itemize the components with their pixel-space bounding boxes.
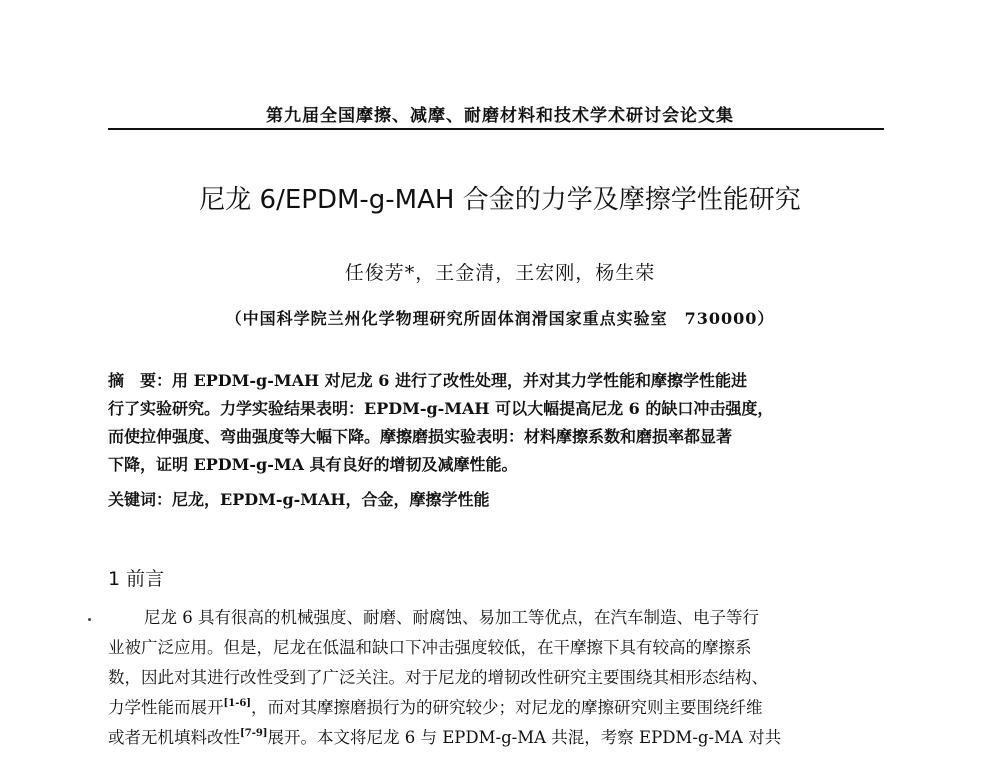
margin-mark: [88, 618, 91, 621]
author-list: 任俊芳*，王金清，王宏刚，杨生荣: [344, 262, 656, 284]
abstract-line: 摘 要：用 EPDM-g-MAH 对尼龙 6 进行了改性处理，并对其力学性能和摩擦学性能进: [108, 371, 747, 390]
body-text-span: 或者无机填料改性: [108, 728, 240, 747]
abstract-line: 行了实验研究。力学实验结果表明：EPDM-g-MAH 可以大幅提高尼龙 6 的缺口冲击强度，: [108, 399, 774, 418]
body-text-span: 力学性能而展开: [108, 698, 224, 717]
body-line: 数，因此对其进行改性受到了广泛关注。对于尼龙的增韧改性研究主要围绕其相形态结构、: [108, 668, 768, 687]
body-text: [108, 603, 884, 753]
body-line: [108, 693, 884, 723]
abstract: [108, 367, 884, 479]
body-line: 业被广泛应用。但是，尼龙在低温和缺口下冲击强度较低，在干摩擦下具有较高的摩擦系: [108, 638, 752, 657]
citation-ref: [7-9]: [240, 728, 268, 739]
body-line: [108, 723, 884, 753]
author-affiliation: （中国科学院兰州化学物理研究所固体润滑国家重点实验室 730000）: [225, 309, 775, 328]
citation-ref: [1-6]: [223, 698, 252, 709]
running-head: 第九届全国摩擦、减摩、耐磨材料和技术学术研讨会论文集: [266, 106, 734, 126]
section-heading-introduction: 1 前言: [108, 568, 165, 590]
abstract-line: 下降，证明 EPDM-g-MA 具有良好的增韧及减摩性能。: [108, 455, 518, 474]
header-rule: [108, 128, 884, 130]
body-text-span: ，而对其摩擦磨损行为的研究较少；对尼龙的摩擦研究则主要围绕纤维: [251, 698, 763, 717]
body-line: 尼龙 6 具有很高的机械强度、耐磨、耐腐蚀、易加工等优点，在汽车制造、电子等行: [144, 608, 759, 627]
paper-title: 尼龙 6/EPDM-g-MAH 合金的力学及摩擦学性能研究: [199, 185, 801, 215]
abstract-line: 而使拉伸强度、弯曲强度等大幅下降。摩擦磨损实验表明：材料摩擦系数和磨损率都显著: [108, 427, 733, 446]
keywords: 关键词：尼龙，EPDM-g-MAH，合金，摩擦学性能: [108, 490, 490, 509]
body-text-span: 展开。本文将尼龙 6 与 EPDM-g-MA 共混，考察 EPDM-g-MA 对共: [267, 728, 782, 747]
